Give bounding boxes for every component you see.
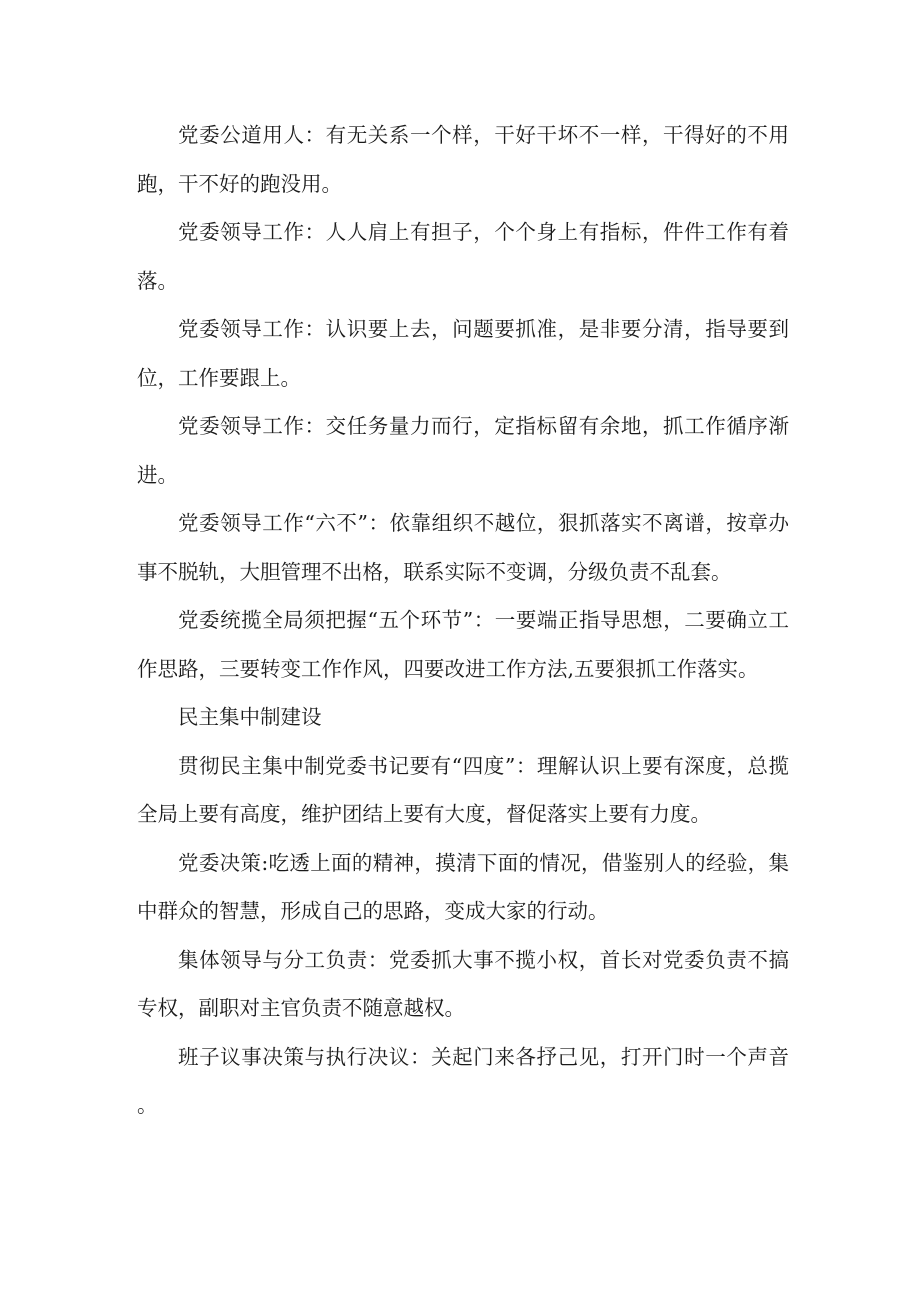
- section-heading-democratic-centralism: 民主集中制建设: [178, 705, 322, 729]
- paragraph-collective-leadership: 集体领导与分工负责：党委抓大事不揽小权，首长对党委负责不搞专权，副职对主官负责不随意越权。: [137, 947, 789, 1020]
- paragraph-team-decisions: 班子议事决策与执行决议：关起门来各抒己见，打开门时一个声音。: [137, 1044, 789, 1117]
- paragraph-five-links: 党委统揽全局须把握“五个环节”：一要端正指导思想，二要确立工作思路，三要转变工作作风，四要改进工作方法,五要狠抓工作落实。: [137, 608, 789, 681]
- paragraph-leadership-understanding: 党委领导工作：认识要上去，问题要抓准，是非要分清，指导要到位，工作要跟上。: [137, 317, 789, 390]
- paragraph-fair-employment: 党委公道用人：有无关系一个样，干好干坏不一样，干得好的不用跑，干不好的跑没用。: [137, 123, 789, 196]
- paragraph-leadership-responsibility: 党委领导工作：人人肩上有担子，个个身上有指标，件件工作有着落。: [137, 220, 789, 293]
- paragraph-four-degrees: 贯彻民主集中制党委书记要有“四度”：理解认识上要有深度，总揽全局上要有高度，维护团结上要有大度，督促落实上要有力度。: [137, 753, 789, 826]
- document-body: [137, 111, 789, 1130]
- paragraph-six-nots: 党委领导工作“六不”：依靠组织不越位，狠抓落实不离谱，按章办事不脱轨，大胆管理不出格，联系实际不变调，分级负责不乱套。: [137, 511, 789, 584]
- paragraph-leadership-tasks: 党委领导工作：交任务量力而行，定指标留有余地，抓工作循序渐进。: [137, 414, 789, 487]
- paragraph-decision-making: 党委决策:吃透上面的精神，摸清下面的情况，借鉴别人的经验，集中群众的智慧，形成自己的思路，变成大家的行动。: [137, 850, 789, 923]
